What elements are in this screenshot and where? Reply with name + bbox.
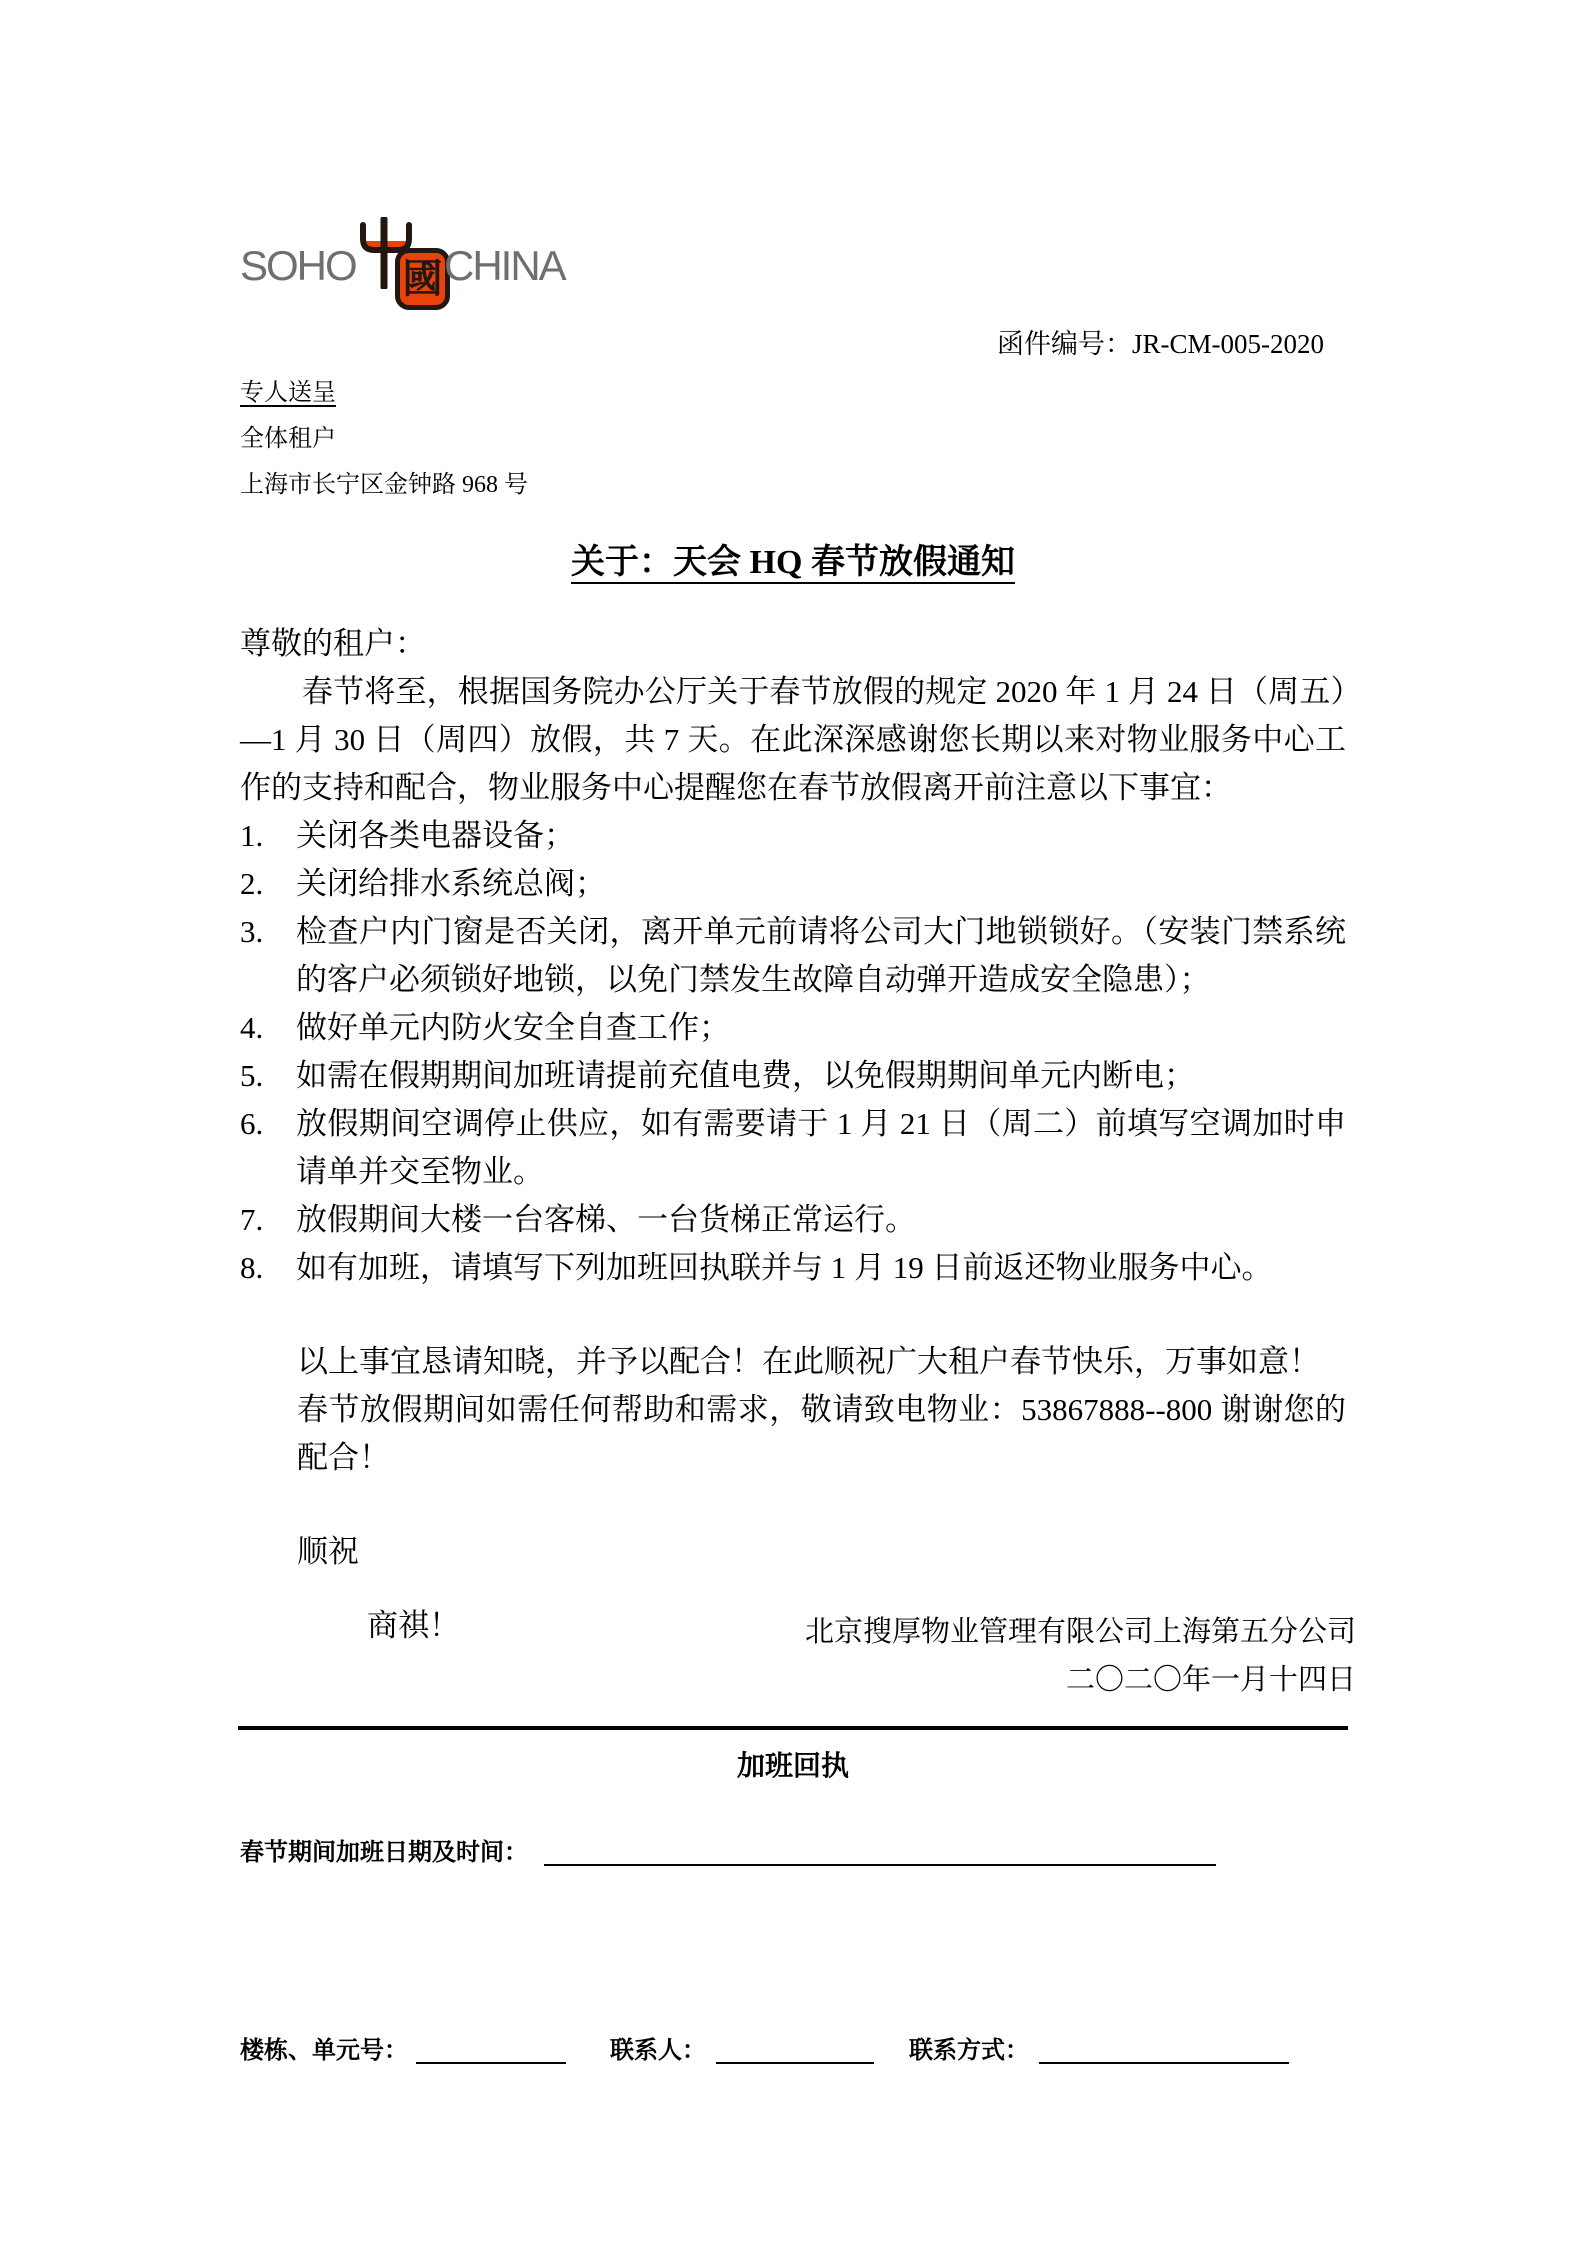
signature-company: 北京搜厚物业管理有限公司上海第五分公司 bbox=[804, 1616, 1356, 1648]
overtime-datetime-blank bbox=[544, 1834, 1216, 1866]
item-text: 检查户内门窗是否关闭，离开单元前请将公司大门地锁锁好。（安装门禁系统的客户必须锁好地锁，以免门禁发生故障自动弹开造成安全隐患）； bbox=[296, 914, 1346, 997]
salutation: 尊敬的租户： bbox=[240, 626, 426, 661]
item-text: 如有加班，请填写下列加班回执联并与 1 月 19 日前返还物业服务中心。 bbox=[296, 1250, 1273, 1285]
letter-body bbox=[240, 620, 1346, 1650]
receipt-fields-row bbox=[240, 2030, 1289, 2065]
unit-number-blank bbox=[416, 2032, 566, 2064]
notice-item-8 bbox=[240, 1244, 1346, 1292]
overtime-datetime-label: 春节期间加班日期及时间： bbox=[240, 1840, 528, 1866]
unit-number-label: 楼栋、单元号： bbox=[240, 2038, 408, 2064]
notice-item-2 bbox=[240, 860, 1346, 908]
intro-paragraph: 春节将至，根据国务院办公厅关于春节放假的规定 2020 年 1 月 24 日（周五）—1 月 30 日（周四）放假，共 7 天。在此深深感谢您长期以来对物业服务中心工作的支持和配合，物业服务中心提醒您在春节放假离开前注意以下事宜： bbox=[240, 674, 1346, 805]
signature-date: 二〇二〇年一月十四日 bbox=[1065, 1664, 1356, 1696]
item-number: 7. bbox=[240, 1202, 264, 1237]
item-number: 8. bbox=[240, 1250, 264, 1285]
logo-china-text: CHINA bbox=[444, 242, 565, 289]
closing-line-2: 春节放假期间如需任何帮助和需求，敬请致电物业：53867888--800 谢谢您的配合！ bbox=[297, 1392, 1346, 1475]
contact-phone-label: 联系方式： bbox=[909, 2038, 1029, 2064]
notice-item-4 bbox=[240, 1004, 1346, 1052]
overtime-datetime-row bbox=[240, 1832, 1216, 1867]
item-number: 4. bbox=[240, 1010, 264, 1045]
recipient-block bbox=[240, 370, 528, 508]
item-text: 关闭给排水系统总阀； bbox=[296, 866, 606, 901]
notice-item-7 bbox=[240, 1196, 1346, 1244]
notice-item-5 bbox=[240, 1052, 1346, 1100]
divider-line bbox=[238, 1726, 1348, 1730]
signature-block bbox=[240, 1608, 1356, 1704]
item-text: 放假期间空调停止供应，如有需要请于 1 月 21 日（周二）前填写空调加时申请单并交至物业。 bbox=[296, 1106, 1346, 1189]
item-number: 2. bbox=[240, 866, 264, 901]
item-number: 1. bbox=[240, 818, 264, 853]
item-number: 3. bbox=[240, 914, 264, 949]
contact-person-label: 联系人： bbox=[610, 2038, 706, 2064]
receipt-title: 加班回执 bbox=[736, 1751, 849, 1782]
item-text: 关闭各类电器设备； bbox=[296, 818, 575, 853]
item-text: 做好单元内防火安全自查工作； bbox=[296, 1010, 730, 1045]
recipient-name: 全体租户 bbox=[240, 426, 336, 452]
contact-phone-blank bbox=[1039, 2032, 1289, 2064]
closing-line-1: 以上事宜恳请知晓，并予以配合！在此顺祝广大租户春节快乐，万事如意！ bbox=[297, 1344, 1320, 1379]
item-number: 6. bbox=[240, 1106, 264, 1141]
recipient-address: 上海市长宁区金钟路 968 号 bbox=[240, 472, 528, 498]
letter-ref-number: 函件编号：JR-CM-005-2020 bbox=[996, 329, 1324, 359]
delivery-method: 专人送呈 bbox=[240, 380, 336, 406]
guo-seal-icon: 國 bbox=[395, 248, 450, 310]
notice-item-3 bbox=[240, 908, 1346, 1004]
item-text: 如需在假期期间加班请提前充值电费，以免假期期间单元内断电； bbox=[296, 1058, 1195, 1093]
regards-prefix: 顺祝 bbox=[297, 1534, 359, 1569]
item-number: 5. bbox=[240, 1058, 264, 1093]
logo-soho-text: SOHO bbox=[240, 242, 356, 289]
regards-word: 商祺！ bbox=[367, 1608, 460, 1643]
soho-china-logo bbox=[240, 215, 580, 315]
notice-item-1 bbox=[240, 812, 1346, 860]
notice-item-6 bbox=[240, 1100, 1346, 1196]
letter-title: 关于：天会 HQ 春节放假通知 bbox=[571, 544, 1015, 581]
contact-person-blank bbox=[716, 2032, 874, 2064]
item-text: 放假期间大楼一台客梯、一台货梯正常运行。 bbox=[296, 1202, 916, 1237]
